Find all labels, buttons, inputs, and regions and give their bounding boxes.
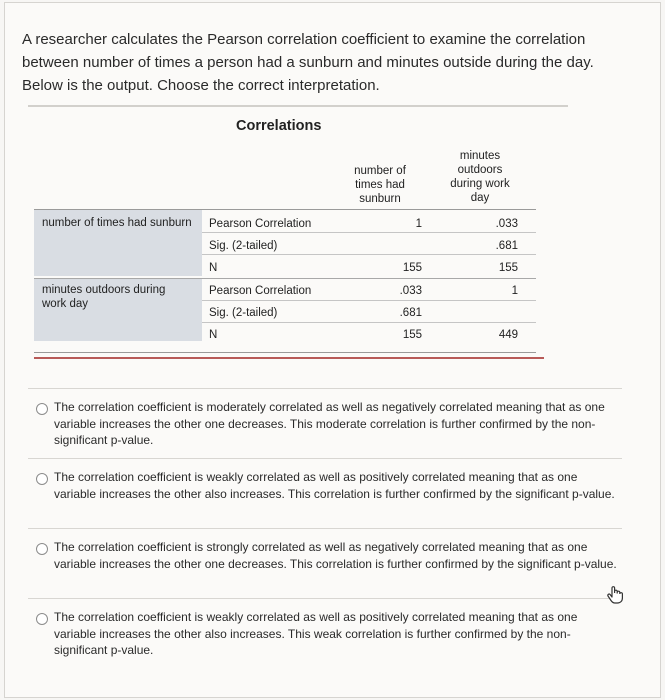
radio-button[interactable] — [36, 403, 48, 415]
option-text: The correlation coefficient is strongly correlated as well as negatively correlated meaning that as one variable increases the other one decreases. This correlation is further confirmed by the significant p-value. — [54, 540, 617, 571]
answer-option-1[interactable] — [28, 399, 628, 451]
answer-option-3[interactable] — [28, 539, 628, 591]
radio-button[interactable] — [36, 473, 48, 485]
row-separator — [202, 232, 536, 233]
stat-label: Pearson Correlation — [209, 285, 312, 297]
stat-label: N — [209, 329, 218, 341]
cell-value: 155 — [498, 262, 518, 274]
option-divider — [28, 458, 622, 459]
option-text: The correlation coefficient is weakly correlated as well as positively correlated meaning that as one variable increases the other also increases. This weak correlation is further confirmed by the non-significant p-value. — [54, 610, 578, 657]
cell-value: 155 — [402, 329, 422, 341]
cell-value: 155 — [402, 262, 422, 274]
cell-value: .681 — [495, 240, 518, 252]
col-header-minutes: minutes outdoors during work day — [450, 150, 510, 204]
option-divider — [28, 528, 622, 529]
hand-cursor-icon — [606, 585, 624, 610]
row-separator — [202, 300, 536, 301]
row-label-sunburn: number of times had sunburn — [42, 217, 192, 229]
accent-rule — [34, 357, 544, 359]
question-text: A researcher calculates the Pearson correlation coefficient to examine the correlation between number of times a person had a sunburn and minutes outside during the day. Below is the output. Choose the correct interpretation. — [22, 31, 594, 94]
cell-value: 1 — [511, 285, 518, 297]
cell-value: .033 — [399, 285, 422, 297]
option-text: The correlation coefficient is weakly correlated as well as positively correlated meaning that as one variable increases the other also increases. This correlation is further confirmed by the significant p-value. — [54, 470, 615, 501]
col-header-sunburn: number of times had sunburn — [354, 165, 406, 205]
option-text: The correlation coefficient is moderately correlated as well as negatively correlated meaning that as one variable increases the other one decreases. This moderate correlation is further confirmed by the non-significant p-value. — [54, 400, 605, 447]
cell-value: 1 — [415, 218, 422, 230]
cell-value: .681 — [399, 307, 422, 319]
row-label-minutes: minutes outdoors during work day — [42, 284, 166, 310]
row-separator — [202, 254, 536, 255]
radio-button[interactable] — [36, 543, 48, 555]
radio-button[interactable] — [36, 613, 48, 625]
stat-label: N — [209, 262, 218, 274]
cell-value: .033 — [495, 218, 518, 230]
stat-label: Sig. (2-tailed) — [209, 240, 278, 252]
table-title: Correlations — [236, 118, 322, 134]
answer-option-4[interactable] — [28, 609, 628, 661]
option-divider — [28, 598, 622, 599]
row-separator — [202, 322, 536, 323]
answer-option-2[interactable] — [28, 469, 628, 521]
divider — [28, 105, 568, 107]
cell-value: 449 — [498, 329, 518, 341]
stat-label: Pearson Correlation — [209, 218, 312, 230]
option-divider — [28, 388, 622, 389]
stat-label: Sig. (2-tailed) — [209, 307, 278, 319]
correlations-table — [34, 112, 544, 362]
table-bottom-rule — [34, 352, 536, 353]
